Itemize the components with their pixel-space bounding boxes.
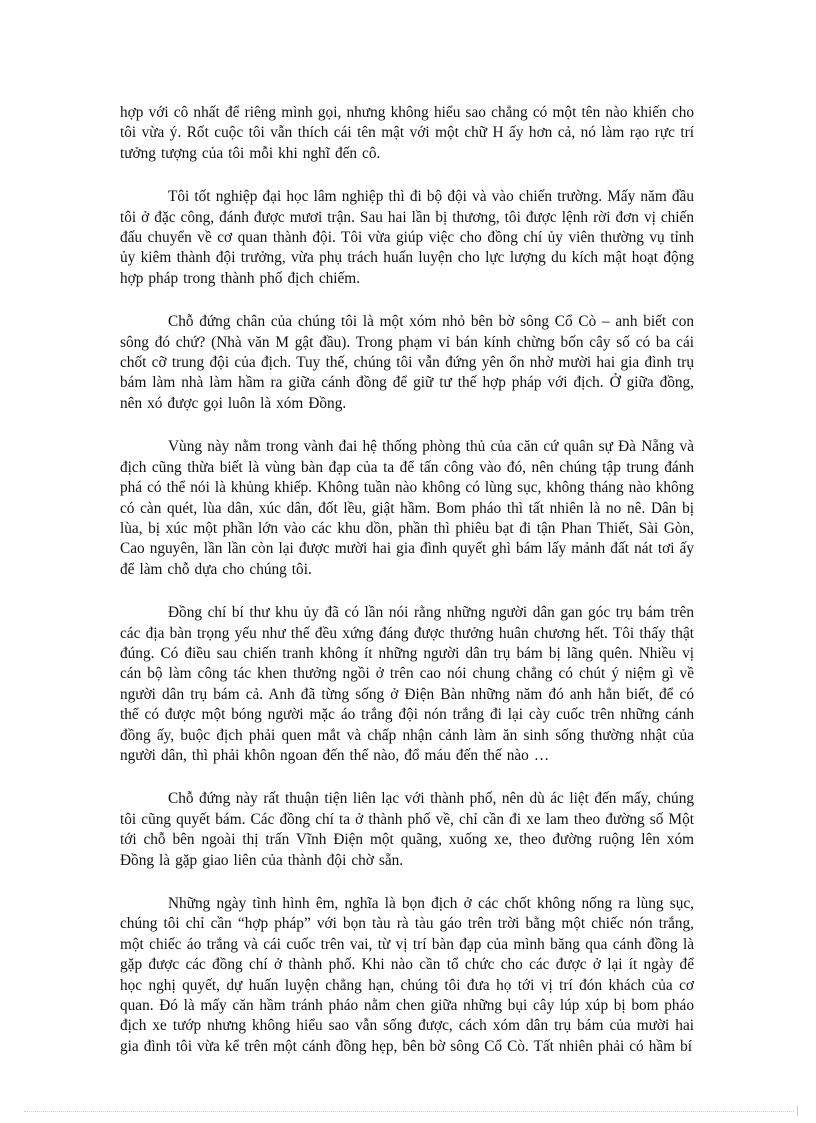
paragraph-7: Những ngày tình hình êm, nghĩa là bọn địch ở các chốt không nống ra lùng sục, chúng tôi chỉ cần “hợp pháp” với bọn tàu rà tàu gáo trên trời bằng một chiếc nón trắng, một chiếc áo trắng và cái cuốc trên vai, từ vị trí bàn đạp của mình băng qua cánh đồng là gặp được các đồng chí ở thành phố. Khi nào cần tổ chức cho các được ở lại ít ngày để học nghị quyết, dự huấn luyện chẳng hạn, chúng tôi đưa họ tới vị trí đón khách của cơ quan. Đó là mấy căn hầm tránh pháo nằm chen giữa những bụi cây lúp xúp bị bom pháo địch xe tướp nhưng không hiểu sao vẫn sống được, cách xóm dân trụ bám của mười hai gia đình tôi vừa kể trên một cánh đồng hẹp, bên bờ sông Cổ Cò. Tất nhiên phải có hầm bí	[120, 895, 694, 1055]
paragraph-1: hợp với cô nhất để riêng mình gọi, nhưng không hiểu sao chẳng có một tên nào khiến cho tôi vừa ý. Rốt cuộc tôi vẫn thích cái tên mật với một chữ H ấy hơn cả, nó làm rạo rực trí tưởng tượng của tôi mỗi khi nghĩ đến cô.	[120, 104, 694, 162]
paragraph-4: Vùng này nằm trong vành đai hệ thống phòng thủ của căn cứ quân sự Đà Nẵng và địch cũng thừa biết là vùng bàn đạp của ta để tấn công vào đó, nên chúng tập trung đánh phá có thể nói là khủng khiếp. Không tuần nào không có lùng sục, không tháng nào không có càn quét, lùa dân, xúc dân, đốt lều, giật hầm. Bom pháo thì tất nhiên là no nê. Dân bị lùa, bị xúc một phần lớn vào các khu dồn, phần thì phiêu bạt đi tận Phan Thiết, Sài Gòn, Cao nguyên, lần lần còn lại được mười hai gia đình quyết ghì bám lấy mảnh đất nát tơi ấy để làm chỗ dựa cho chúng tôi.	[120, 438, 694, 578]
page-body	[120, 103, 694, 1080]
page-bottom-divider	[24, 1111, 794, 1112]
paragraph-2: Tôi tốt nghiệp đại học lâm nghiệp thì đi bộ đội và vào chiến trường. Mấy năm đầu tôi ở đặc công, đánh được mươi trận. Sau hai lần bị thương, tôi được lệnh rời đơn vị chiến đấu chuyển về cơ quan thành đội. Tôi vừa giúp việc cho đồng chí ủy viên thường vụ tỉnh ủy kiêm thành đội trưởng, vừa phụ trách huấn luyện cho lực lượng du kích mật hoạt động hợp pháp trong thành phố địch chiếm.	[120, 188, 694, 287]
paragraph-6: Chỗ đứng này rất thuận tiện liên lạc với thành phố, nên dù ác liệt đến mấy, chúng tôi cũng quyết bám. Các đồng chí ta ở thành phố về, chỉ cần đi xe lam theo đường số Một tới chỗ bên ngoài thị trấn Vĩnh Điện một quãng, xuống xe, theo đường ruộng lên xóm Đồng là gặp giao liên của thành đội chờ sẵn.	[120, 790, 694, 869]
page-corner-mark	[797, 1106, 798, 1116]
paragraph-3: Chỗ đứng chân của chúng tôi là một xóm nhỏ bên bờ sông Cổ Cò – anh biết con sông đó chứ? (Nhà văn M gật đầu). Trong phạm vi bán kính chừng bốn cây số có ba cái chốt cỡ trung đội của địch. Tuy thế, chúng tôi vẫn đứng yên ổn nhờ mười hai gia đình trụ bám làm nhà làm hầm ra giữa cánh đồng để giữ tư thế hợp pháp với địch. Ở giữa đồng, nên xó được gọi luôn là xóm Đồng.	[120, 313, 694, 412]
paragraph-5: Đồng chí bí thư khu ủy đã có lần nói rằng những người dân gan góc trụ bám trên các địa bàn trọng yếu như thế đều xứng đáng được thưởng huân chương hết. Tôi thấy thật đúng. Có điều sau chiến tranh không ít những người dân trụ bám bị lãng quên. Nhiều vị cán bộ làm công tác khen thưởng ngồi ở trên cao nói chung chẳng có chút ý niệm gì về người dân trụ bám cả. Anh đã từng sống ở Điện Bàn những năm đó anh hẳn biết, để có thể có được một bóng người mặc áo trắng đội nón trắng đi lại cày cuốc trên những cánh đồng ấy, buộc địch phải quen mắt và chấp nhận cảnh làm ăn sinh sống thường nhật của người dân, thì phải khôn ngoan đến thế nào, đổ máu đến thế nào …	[120, 604, 694, 764]
